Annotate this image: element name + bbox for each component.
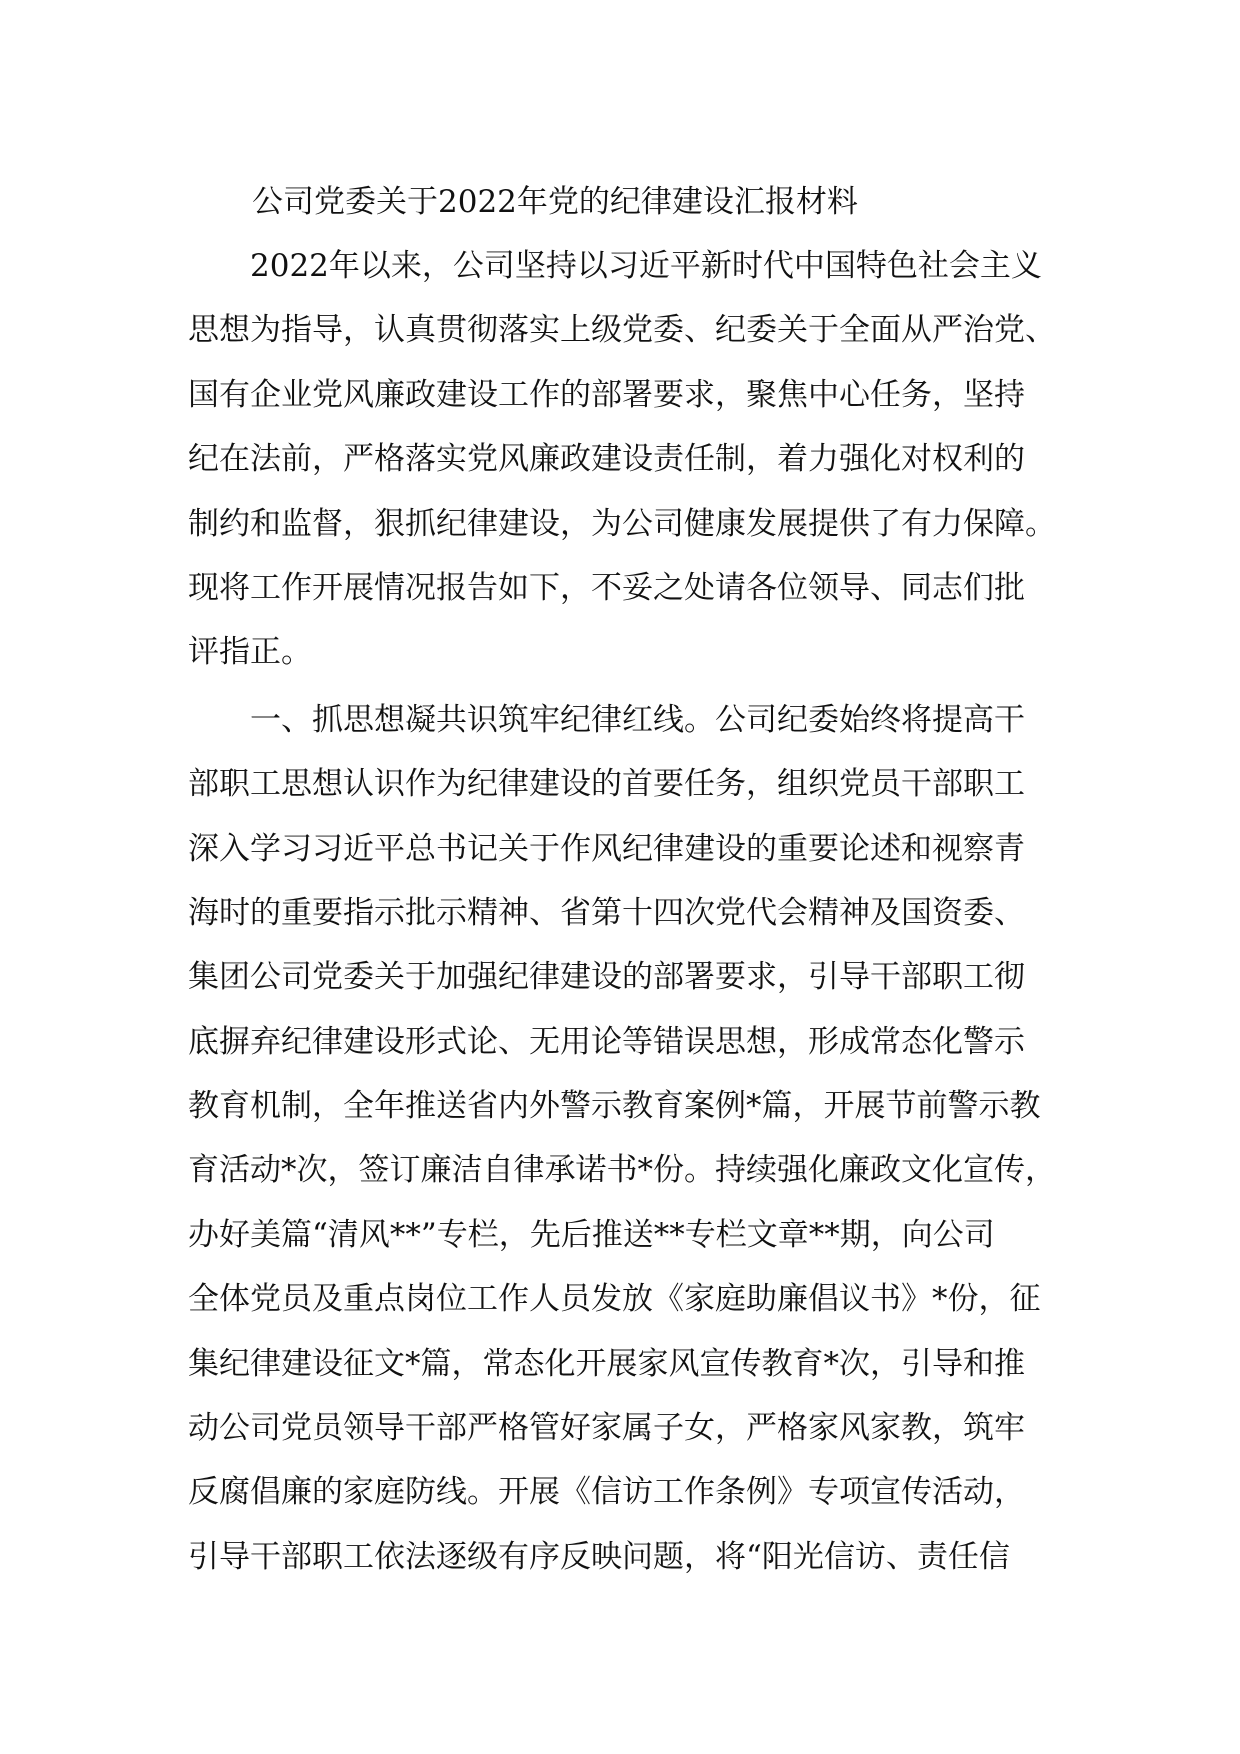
paragraph-line: 国有企业党风廉政建设工作的部署要求，聚焦中心任务，坚持 <box>188 376 1025 413</box>
paragraph-line: 反腐倡廉的家庭防线。开展《信访工作条例》专项宣传活动， <box>188 1474 1025 1511</box>
paragraph-line: 评指正。 <box>188 634 312 671</box>
paragraph-line: 动公司党员领导干部严格管好家属子女，严格家风家教，筑牢 <box>188 1410 1025 1447</box>
paragraph-line: 育活动*次，签订廉洁自律承诺书*份。持续强化廉政文化宣传， <box>188 1152 1056 1189</box>
paragraph-line: 集纪律建设征文*篇，常态化开展家风宣传教育*次，引导和推 <box>188 1345 1025 1382</box>
paragraph-line: 海时的重要指示批示精神、省第十四次党代会精神及国资委、 <box>188 894 1025 931</box>
paragraph-line: 一、抓思想凝共识筑牢纪律红线。公司纪委始终将提高干 <box>250 701 1025 738</box>
paragraph-line: 2022年以来，公司坚持以习近平新时代中国特色社会主义 <box>250 248 1042 284</box>
body-paragraph <box>188 688 1088 1589</box>
paragraph-line: 现将工作开展情况报告如下，不妥之处请各位领导、同志们批 <box>188 569 1025 606</box>
document-title: 公司党委关于2022年党的纪律建设汇报材料 <box>252 184 858 220</box>
body-paragraph <box>188 234 1088 685</box>
paragraph-line: 制约和监督，狠抓纪律建设，为公司健康发展提供了有力保障。 <box>188 505 1056 542</box>
document-body <box>188 170 1088 1589</box>
paragraph-line: 深入学习习近平总书记关于作风纪律建设的重要论述和视察青 <box>188 830 1025 867</box>
paragraph-line: 全体党员及重点岗位工作人员发放《家庭助廉倡议书》*份，征 <box>188 1281 1041 1318</box>
paragraph-line: 引导干部职工依法逐级有序反映问题，将“阳光信访、责任信 <box>188 1538 1010 1575</box>
paragraph-line: 教育机制，全年推送省内外警示教育案例*篇，开展节前警示教 <box>188 1088 1041 1125</box>
paragraph-line: 办好美篇“清风**”专栏，先后推送**专栏文章**期，向公司 <box>188 1216 995 1253</box>
paragraph-line: 底摒弃纪律建设形式论、无用论等错误思想，形成常态化警示 <box>188 1023 1025 1060</box>
paragraph-line: 思想为指导，认真贯彻落实上级党委、纪委关于全面从严治党、 <box>188 312 1056 349</box>
paragraph-line: 纪在法前，严格落实党风廉政建设责任制，着力强化对权利的 <box>188 441 1025 478</box>
paragraph-line: 集团公司党委关于加强纪律建设的部署要求，引导干部职工彻 <box>188 959 1025 996</box>
paragraph-line: 部职工思想认识作为纪律建设的首要任务，组织党员干部职工 <box>188 766 1025 803</box>
paragraph-container <box>188 234 1088 1589</box>
